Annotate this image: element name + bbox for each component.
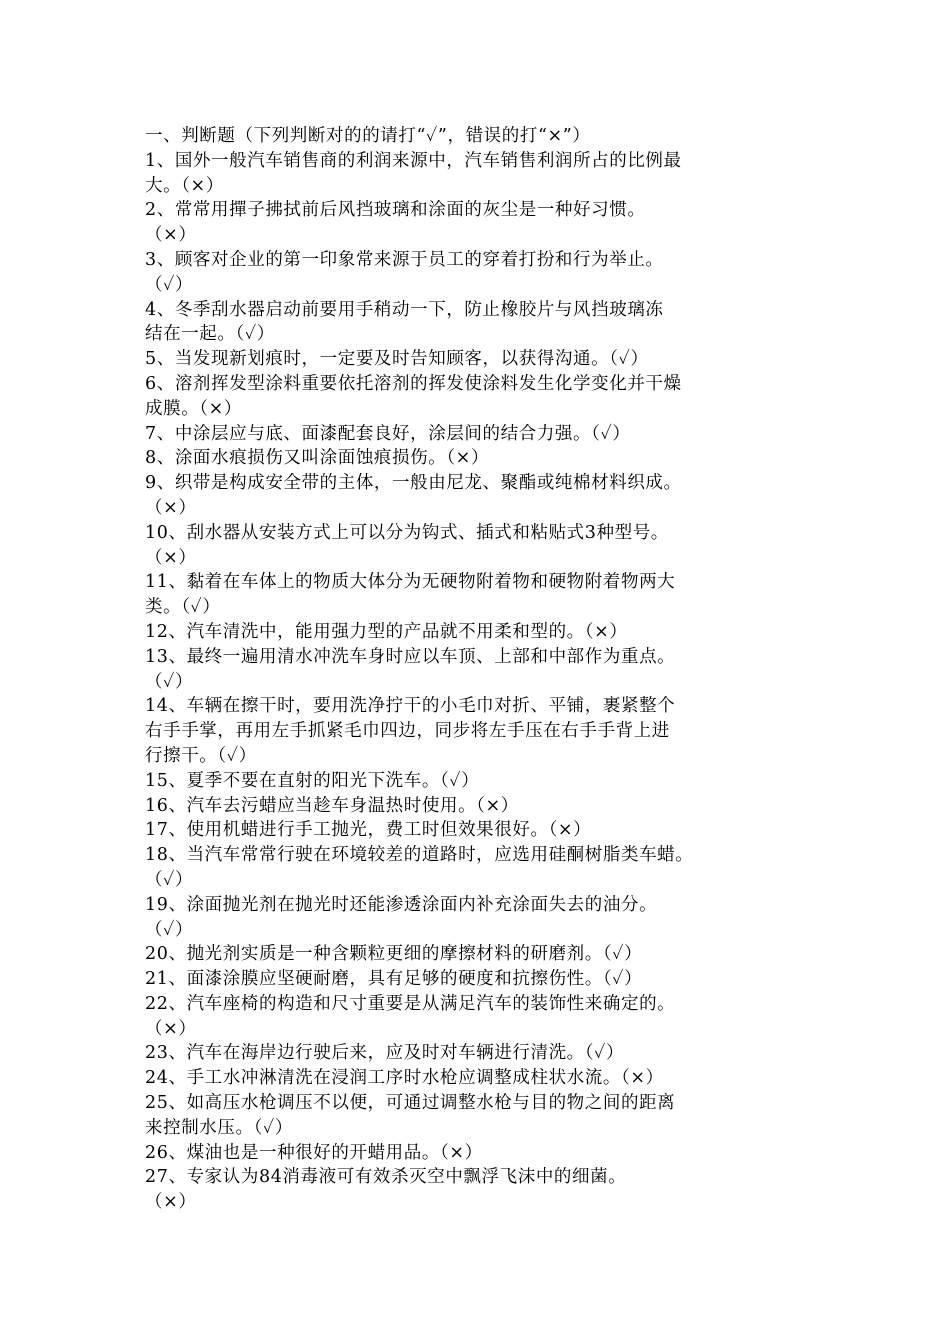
question-18-line-1: 18、当汽车常常行驶在环境较差的道路时，应选用硅酮树脂类车蜡。 [145,845,694,866]
question-4-line-1: 4、冬季刮水器启动前要用手稍动一下，防止橡胶片与风挡玻璃冻 [145,299,664,320]
question-7-line-1: 7、中涂层应与底、面漆配套良好，涂层间的结合力强。（✓） [145,423,631,444]
question-17-line-1: 17、使用机蜡进行手工抛光，费工时但效果很好。（×） [145,820,592,841]
question-5-line-1: 5、当发现新划痕时，一定要及时告知顾客，以获得沟通。（✓） [145,349,649,370]
section-heading: 一、判断题（下列判断对的的请打“✓”，错误的打“×”） [145,126,591,146]
judgment-questions-page [145,124,810,1215]
question-14-line-2: 右手手掌，再用左手抓紧毛巾四边，同步将左手压在右手手背上进 [145,721,670,742]
question-9-line-2: （×） [145,497,197,518]
question-3-line-2: （✓） [145,274,194,295]
question-14-line-3: 行擦干。（✓） [145,745,257,766]
question-25-line-2: 来控制水压。（✓） [145,1117,293,1138]
question-24-line-1: 24、手工水冲淋清洗在浸润工序时水枪应调整成柱状水流。（×） [145,1068,664,1089]
question-25-line-1: 25、如高压水枪调压不以便，可通过调整水枪与目的物之间的距离 [145,1093,676,1114]
question-10-line-1: 10、刮水器从安装方式上可以分为钩式、插式和粘贴式3种型号。 [145,522,669,543]
question-3-line-1: 3、顾客对企业的第一印象常来源于员工的穿着打扮和行为举止。 [145,249,664,270]
question-10-line-2: （×） [145,547,197,568]
question-12-line-1: 12、汽车清洗中，能用强力型的产品就不用柔和型的。（×） [145,621,628,642]
question-2-line-2: （×） [145,225,197,246]
question-11-line-1: 11、黏着在车体上的物质大体分为无硬物附着物和硬物附着物两大 [145,572,676,593]
question-13-line-1: 13、最终一遍用清水冲洗车身时应以车顶、上部和中部作为重点。 [145,646,676,667]
question-8-line-1: 8、涂面水痕损伤又叫涂面蚀痕损伤。（×） [145,448,490,469]
question-23-line-1: 23、汽车在海岸边行驶后来，应及时对车辆进行清洗。（✓） [145,1043,625,1064]
question-2-line-1: 2、常常用撣子拂拭前后风挡玻璃和涂面的灰尘是一种好习惯。 [145,200,646,221]
question-22-line-1: 22、汽车座椅的构造和尺寸重要是从满足汽车的装饰性来确定的。 [145,993,676,1014]
question-4-line-2: 结在一起。（✓） [145,324,275,345]
question-19-line-1: 19、涂面抛光剂在抛光时还能渗透涂面内补充涂面失去的油分。 [145,894,658,915]
question-6-line-1: 6、溶剂挥发型涂料重要依托溶剂的挥发使涂料发生化学变化并干燥 [145,373,682,394]
question-22-line-2: （×） [145,1018,197,1039]
question-15-line-1: 15、夏季不要在直射的阳光下洗车。（✓） [145,770,480,791]
question-14-line-1: 14、车辆在擦干时，要用洗净拧干的小毛巾对折、平铺，裹紧整个 [145,696,676,717]
question-21-line-1: 21、面漆涂膜应坚硬耐磨，具有足够的硬度和抗擦伤性。（✓） [145,969,643,990]
question-1-line-1: 1、国外一般汽车销售商的利润来源中，汽车销售利润所占的比例最 [145,150,682,171]
question-6-line-2: 成膜。（×） [145,398,243,419]
question-26-line-1: 26、煤油也是一种很好的开蜡用品。（×） [145,1142,483,1163]
question-27-line-1: 27、专家认为84消毒液可有效杀灭空中飘浮飞沫中的细菌。 [145,1167,627,1188]
question-20-line-1: 20、抛光剂实质是一种含颗粒更细的摩擦材料的研磨剂。（✓） [145,944,643,965]
question-9-line-1: 9、织带是构成安全带的主体，一般由尼龙、聚酯或纯棉材料织成。 [145,473,682,494]
question-19-line-2: （✓） [145,919,194,940]
question-11-line-2: 类。（✓） [145,597,221,618]
question-1-line-2: 大。（×） [145,175,224,196]
question-18-line-2: （✓） [145,869,194,890]
question-13-line-2: （✓） [145,671,194,692]
question-16-line-1: 16、汽车去污蜡应当趁车身温热时使用。（×） [145,795,519,816]
question-27-line-2: （×） [145,1192,197,1213]
